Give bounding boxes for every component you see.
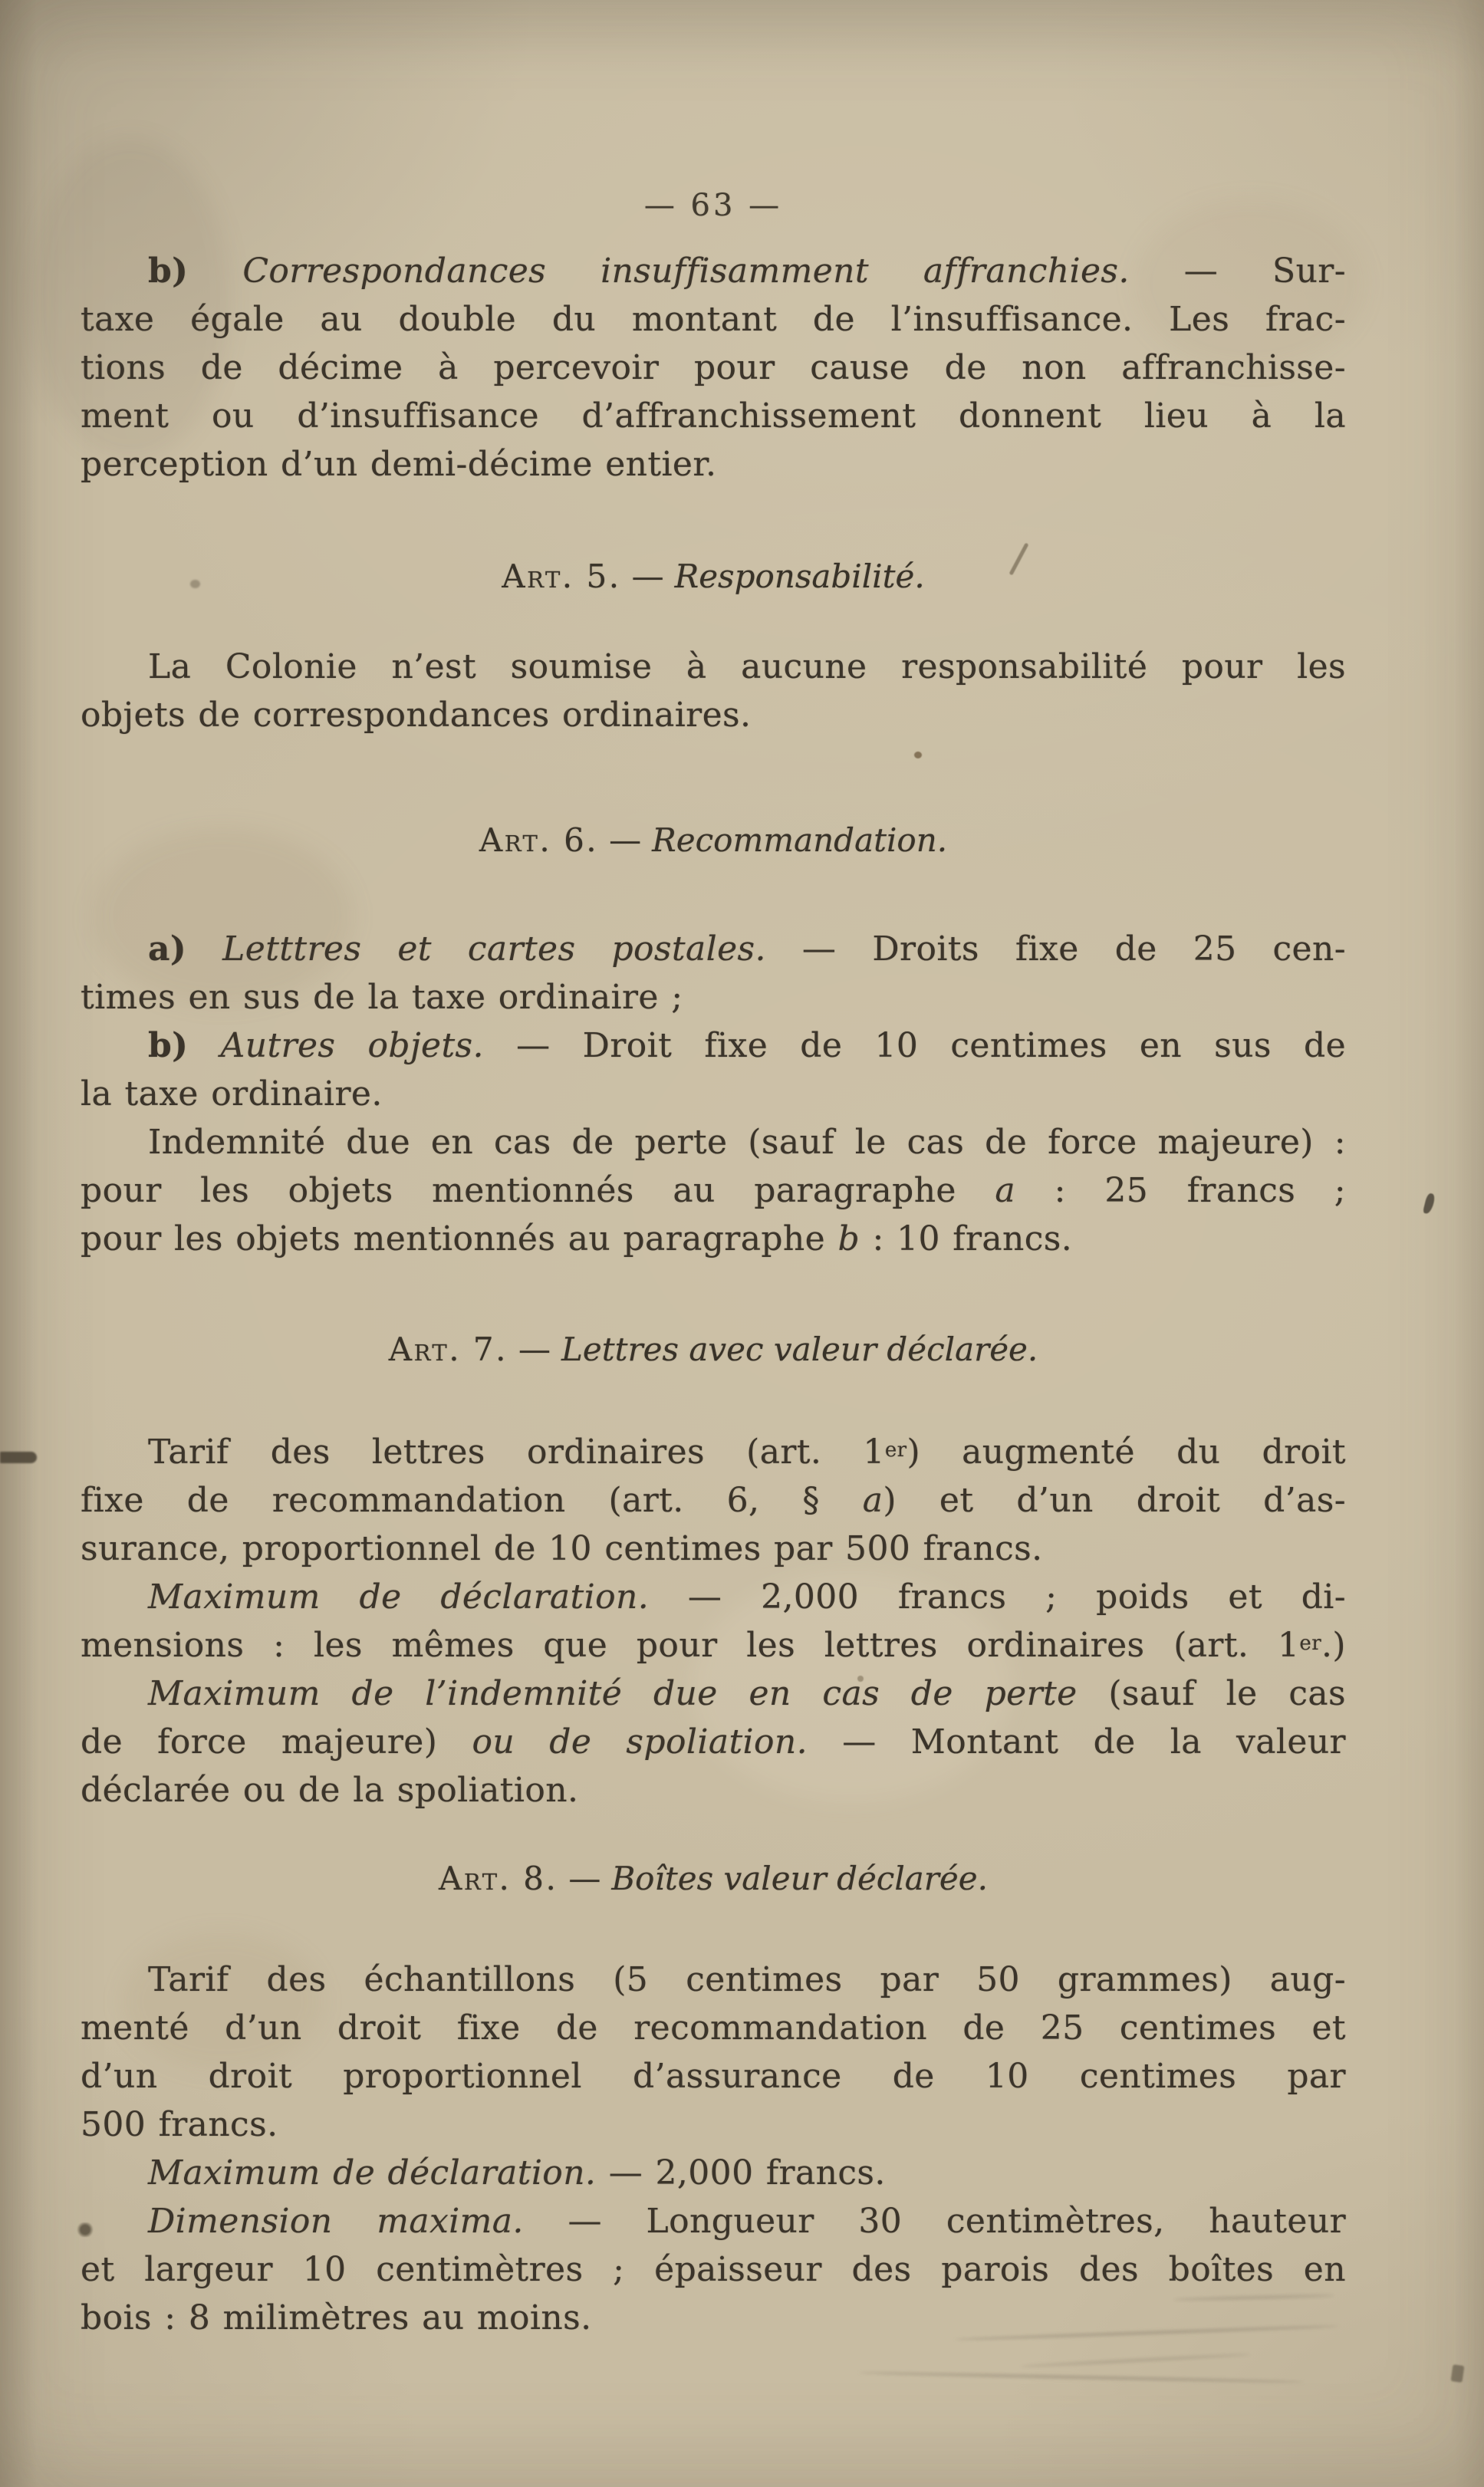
- superscript: er: [884, 1439, 907, 1462]
- text-line: [81, 1621, 1346, 1670]
- text-line: La Colonie n’est soumise à aucune responsabilité pour les: [148, 647, 1346, 686]
- text-line: déclarée ou de la spoliation.: [81, 1771, 579, 1810]
- dash: —: [631, 558, 664, 595]
- text-line: 500 francs.: [81, 2105, 278, 2144]
- text-line: la taxe ordinaire.: [81, 1074, 383, 1114]
- text-line: [81, 2149, 1346, 2197]
- text-line: [81, 1718, 1346, 1766]
- text-line: [81, 1573, 1346, 1621]
- text-segment: fixe de recommandation (art. 6, §: [81, 1481, 863, 1520]
- text-segment: — 2,000 francs ; poids et di-: [687, 1577, 1347, 1617]
- text-segment: ) et d’un droit d’as-: [883, 1481, 1346, 1520]
- paragraph-tarif-echantillons: [81, 1956, 1346, 2149]
- dash: —: [609, 821, 642, 859]
- text-segment: : 10 francs.: [872, 1219, 1073, 1258]
- margin-ink-dash: [0, 1452, 37, 1463]
- text-line: menté d’un droit fixe de recommandation de 25 centimes et: [81, 2008, 1346, 2048]
- text-segment: mensions : les mêmes que pour les lettres ordinaires (art. 1: [81, 1626, 1300, 1665]
- text-segment: — Sur-: [1183, 252, 1347, 291]
- text-segment: — Droit fixe de 10 centimes en sus de: [516, 1026, 1347, 1065]
- text-line: times en sus de la taxe ordinaire ;: [81, 978, 683, 1017]
- page-number: — 63 —: [643, 188, 783, 223]
- paragraph-correspondances-insuffisamment: [81, 247, 1346, 489]
- dash: —: [568, 1860, 601, 1897]
- margin-ink-mark: [1423, 1193, 1436, 1215]
- paragraph-reference: a: [862, 1481, 883, 1520]
- text-line: bois : 8 milimètres au moins.: [81, 2298, 592, 2337]
- paragraph-maximum-declaration-8: [81, 2149, 1346, 2197]
- item-title: Dimension maxima.: [148, 2202, 524, 2241]
- article-number: Art. 8.: [439, 1860, 558, 1897]
- article-title: Lettres avec valeur déclarée.: [561, 1331, 1038, 1368]
- text-line: ment ou d’insuffisance d’affranchissement donnent lieu à la: [81, 396, 1346, 436]
- article-6-heading: [81, 817, 1346, 864]
- article-number: Art. 7.: [388, 1331, 508, 1368]
- text-line: Tarif des échantillons (5 centimes par 50 grammes) aug-: [148, 1960, 1346, 1999]
- paragraph-autres-objets: [81, 1021, 1346, 1118]
- text-line: [81, 1021, 1346, 1070]
- article-title: Responsabilité.: [674, 558, 925, 595]
- item-title: Maximum de déclaration.: [148, 2153, 597, 2193]
- text-segment: ) augmenté du droit: [907, 1433, 1347, 1472]
- ink-speck: [914, 752, 922, 758]
- text-segment: : 25 francs ;: [1054, 1171, 1346, 1210]
- article-number: Art. 6.: [479, 821, 599, 859]
- paragraph-responsabilite: [81, 643, 1346, 739]
- text-line: [81, 1476, 1346, 1525]
- text-line: et largeur 10 centimètres ; épaisseur des parois des boîtes en: [81, 2250, 1346, 2289]
- superscript: er: [1299, 1632, 1322, 1655]
- text-line: [81, 925, 1346, 973]
- paragraph-tarif-lettres: [81, 1428, 1346, 1573]
- text-segment: .): [1321, 1626, 1346, 1665]
- item-label: a): [148, 929, 187, 969]
- text-segment: Tarif des lettres ordinaires (art. 1: [148, 1433, 885, 1472]
- article-title: Recommandation.: [652, 821, 948, 859]
- item-title: Maximum de déclaration.: [148, 1577, 650, 1617]
- text-line: [81, 1215, 1346, 1263]
- text-segment: — Droits fixe de 25 cen-: [801, 929, 1346, 969]
- text-line: surance, proportionnel de 10 centimes par 500 francs.: [81, 1529, 1043, 1568]
- paragraph-lettres-cartes-postales: [81, 925, 1346, 1021]
- text-segment: pour les objets mentionnés au paragraphe: [81, 1219, 826, 1258]
- text-line: perception d’un demi-décime entier.: [81, 445, 717, 484]
- margin-pencil-mark: [1451, 2364, 1465, 2383]
- article-8-heading: [81, 1856, 1346, 1902]
- paragraph-maximum-declaration-7: [81, 1573, 1346, 1670]
- text-line: [81, 1670, 1346, 1718]
- text-line: [81, 2197, 1346, 2245]
- paragraph-dimension-maxima: [81, 2197, 1346, 2342]
- text-line: [81, 1166, 1346, 1215]
- article-number: Art. 5.: [502, 558, 621, 595]
- article-5-heading: [81, 554, 1346, 600]
- text-segment: pour les objets mentionnés au paragraphe: [81, 1171, 956, 1210]
- text-line: objets de correspondances ordinaires.: [81, 696, 752, 735]
- article-7-heading: [81, 1327, 1346, 1373]
- text-segment: de force majeure): [81, 1722, 438, 1762]
- text-segment: — Longueur 30 centimètres, hauteur: [568, 2202, 1347, 2241]
- item-title: Letttres et cartes postales.: [222, 929, 766, 969]
- text-line: taxe égale au double du montant de l’insuffisance. Les frac-: [81, 300, 1346, 339]
- paragraph-indemnite: [81, 1118, 1346, 1263]
- paragraph-reference: b: [837, 1219, 860, 1258]
- item-title: Maximum de l’indemnité due en cas de perte: [148, 1674, 1078, 1713]
- text-line: [81, 1428, 1346, 1476]
- item-title: Autres objets.: [220, 1026, 484, 1065]
- pencil-scribble: [1020, 2353, 1250, 2368]
- paragraph-maximum-indemnite: [81, 1670, 1346, 1814]
- item-label: b): [148, 252, 189, 291]
- text-line: tions de décime à percevoir pour cause de non affranchisse-: [81, 348, 1346, 387]
- text-line: Indemnité due en cas de perte (sauf le cas de force majeure) :: [148, 1123, 1346, 1162]
- text-segment: (sauf le cas: [1108, 1674, 1346, 1713]
- dash: —: [518, 1331, 551, 1368]
- pencil-scribble: [859, 2371, 1304, 2383]
- item-label: b): [148, 1026, 189, 1065]
- text-segment: — Montant de la valeur: [842, 1722, 1346, 1762]
- paragraph-reference: a: [995, 1171, 1016, 1210]
- item-title: Correspondances insuffisamment affranchies.: [242, 252, 1130, 291]
- text-segment: — 2,000 francs.: [608, 2153, 886, 2193]
- text-line: d’un droit proportionnel d’assurance de 10 centimes par: [81, 2057, 1346, 2096]
- text-segment-italic: ou de spoliation.: [472, 1722, 808, 1762]
- article-title: Boîtes valeur déclarée.: [611, 1860, 988, 1897]
- text-line: [81, 247, 1346, 295]
